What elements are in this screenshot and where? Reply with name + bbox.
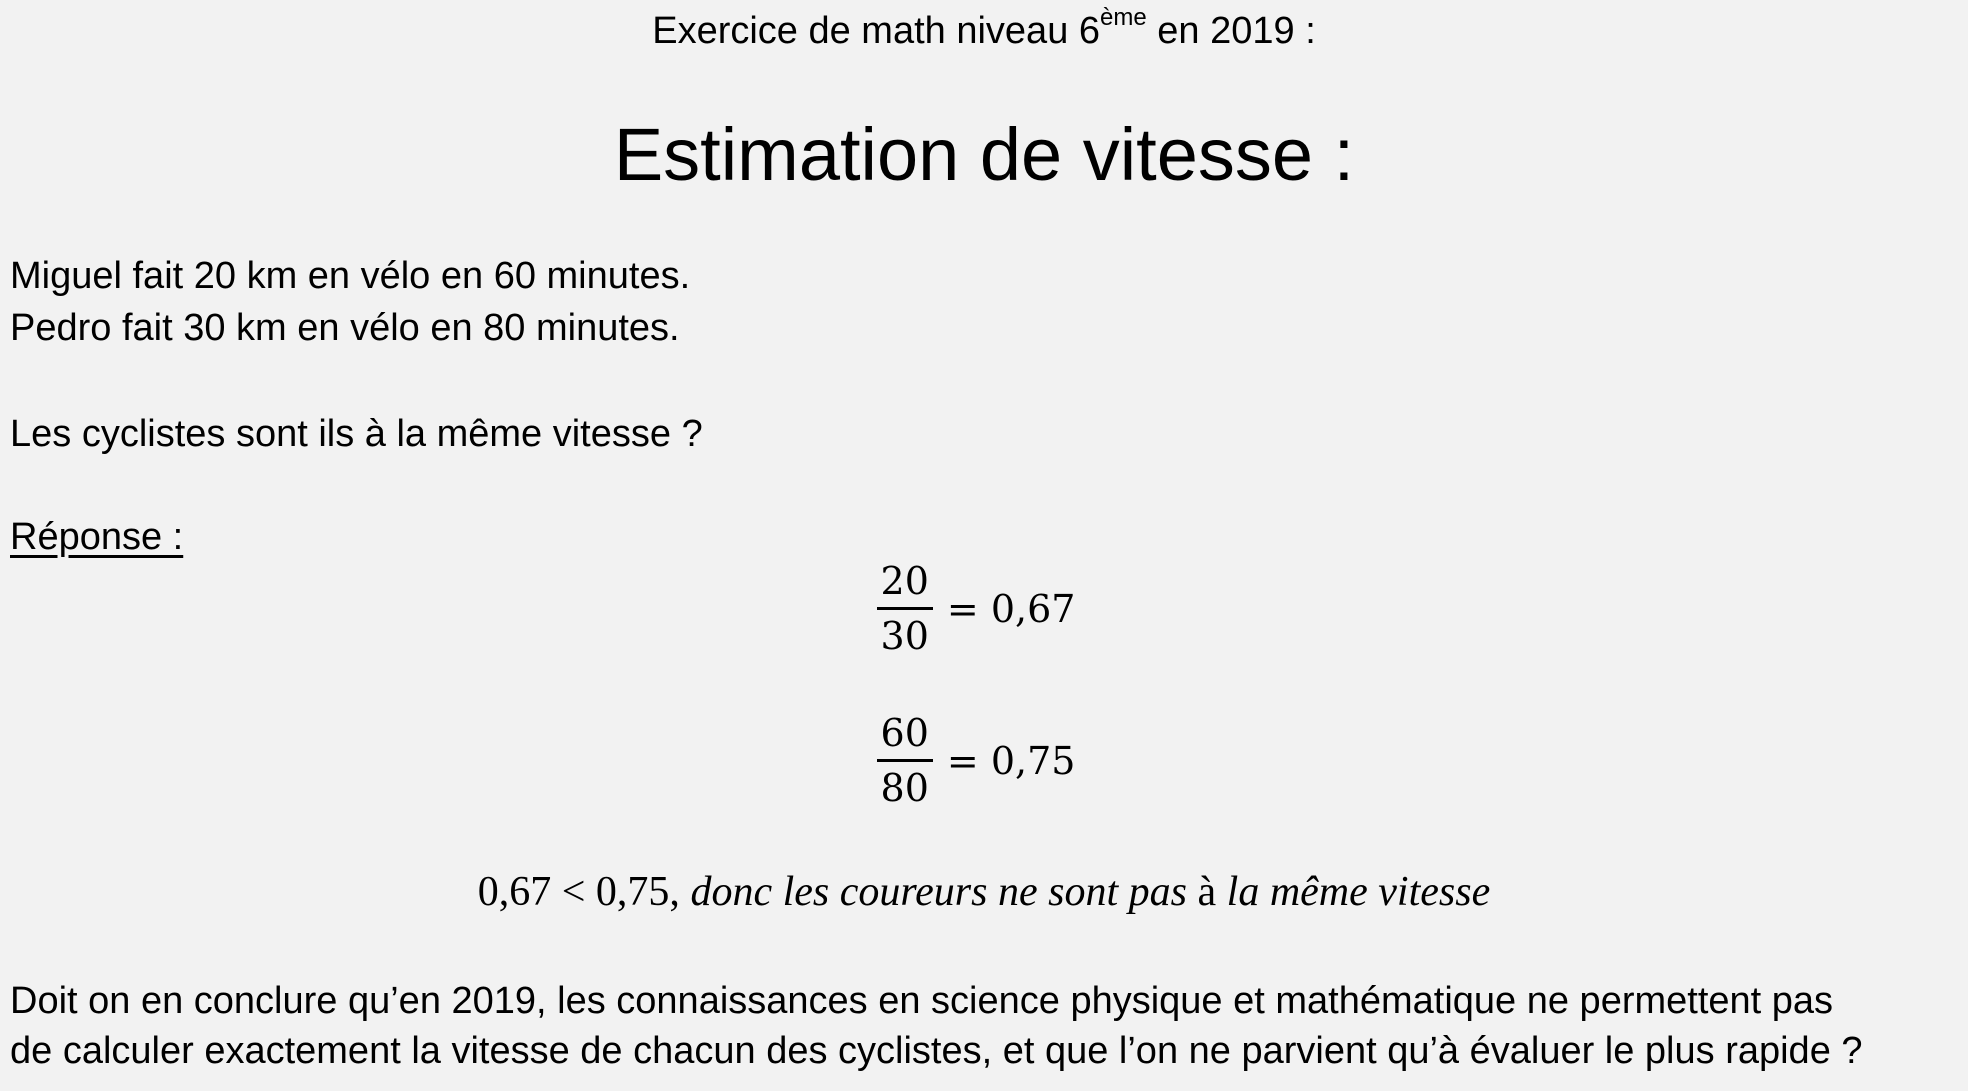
equation-1 (0, 561, 1968, 656)
final-paragraph (10, 976, 1960, 1076)
final-line-2: de calculer exactement la vitesse de chacun des cyclistes, et que l’on ne parvient qu’à évaluer le plus rapide ? (10, 1030, 1863, 1072)
header-superscript: ème (1100, 4, 1147, 31)
conclusion-statement (0, 868, 1968, 916)
numerator: 60 (877, 713, 933, 762)
problem-line-miguel: Miguel fait 20 km en vélo en 60 minutes. (10, 255, 691, 297)
question-text: Les cyclistes sont ils à la même vitesse ? (10, 413, 703, 455)
conclusion-accent: à (1197, 869, 1217, 915)
header-text: Exercice de math niveau 6 (652, 10, 1101, 52)
fraction-2 (877, 713, 933, 808)
problem-statement (10, 250, 690, 354)
denominator: 30 (880, 614, 929, 658)
answer-label: Réponse : (10, 516, 184, 558)
conclusion-math: 0,67 < 0,75, (477, 869, 691, 915)
equation-result: = 0,67 (946, 586, 1076, 631)
fraction-1 (877, 561, 933, 656)
denominator: 80 (880, 766, 929, 810)
page-title: Estimation de vitesse : (613, 113, 1355, 196)
problem-line-pedro: Pedro fait 30 km en vélo en 80 minutes. (10, 307, 680, 349)
header-line (0, 4, 1968, 53)
final-line-1: Doit on en conclure qu’en 2019, les connaissances en science physique et mathématique ne permettent pas (10, 980, 1834, 1022)
numerator: 20 (877, 561, 933, 610)
header-year: en 2019 : (1146, 10, 1316, 52)
conclusion-text-end: la même vitesse (1216, 869, 1491, 915)
conclusion-text: donc les coureurs ne sont pas (690, 869, 1198, 915)
equation-result: = 0,75 (946, 738, 1076, 783)
equation-2 (0, 713, 1968, 808)
